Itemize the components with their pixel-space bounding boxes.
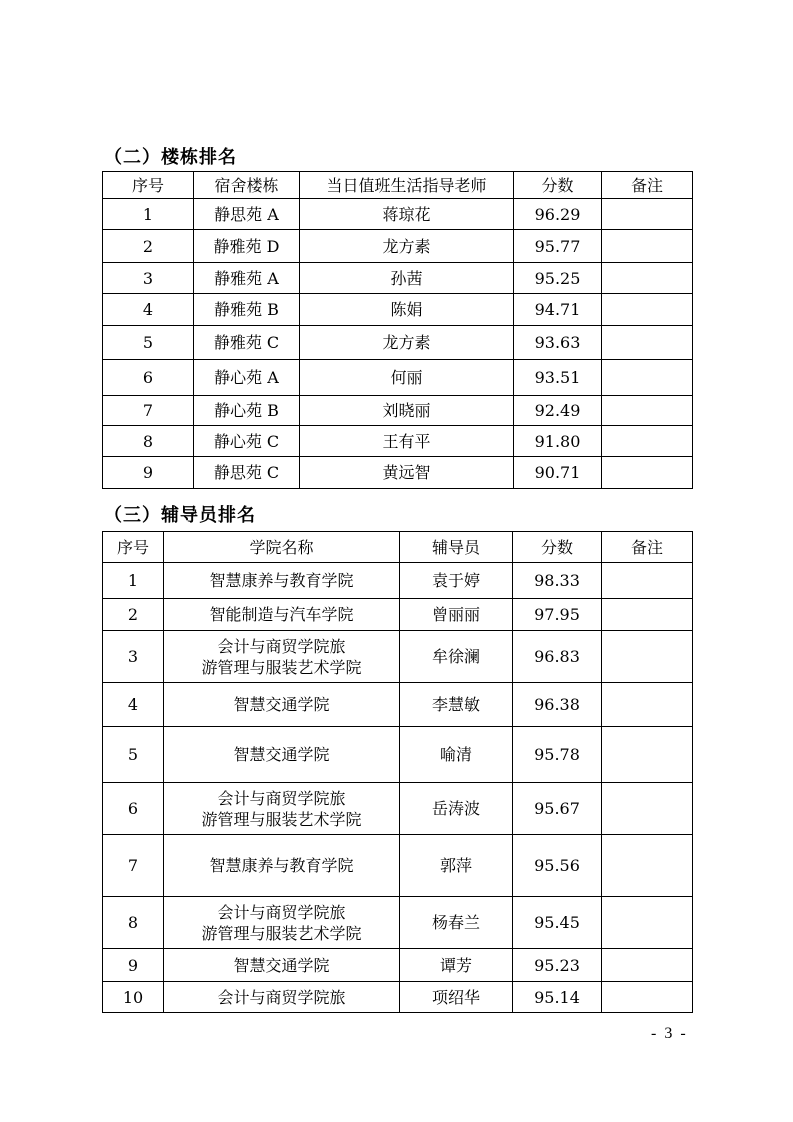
- table-cell: 90.71: [514, 457, 602, 489]
- table-cell: 会计与商贸学院旅 游管理与服装艺术学院: [164, 631, 400, 683]
- table-row: [103, 263, 693, 294]
- table-row: [103, 360, 693, 396]
- table-cell: 智慧康养与教育学院: [164, 563, 400, 599]
- table-cell: 袁于婷: [400, 563, 513, 599]
- table-header-row: [103, 532, 693, 563]
- table-cell: 94.71: [514, 294, 602, 326]
- table-cell: 智慧交通学院: [164, 949, 400, 982]
- table-cell: [602, 897, 693, 949]
- table-cell: 龙方素: [300, 230, 514, 263]
- table-row: [103, 982, 693, 1013]
- table-cell: [602, 835, 693, 897]
- table-cell: 静雅苑 C: [194, 326, 300, 360]
- header-cell: 辅导员: [400, 532, 513, 563]
- table-cell: 3: [103, 263, 194, 294]
- table-cell: [602, 199, 693, 230]
- table-row: [103, 599, 693, 631]
- counselor-ranking-table: [102, 531, 693, 1013]
- section-heading-building-ranking: （二）楼栋排名: [104, 147, 237, 168]
- table-cell: 96.29: [514, 199, 602, 230]
- table-cell: 4: [103, 294, 194, 326]
- table-cell: 静雅苑 A: [194, 263, 300, 294]
- table-cell: 智慧交通学院: [164, 727, 400, 783]
- table-cell: 3: [103, 631, 164, 683]
- table-cell: 项绍华: [400, 982, 513, 1013]
- table-cell: 92.49: [514, 396, 602, 426]
- building-ranking-table: [102, 171, 693, 489]
- table-cell: [602, 457, 693, 489]
- table-cell: 曾丽丽: [400, 599, 513, 631]
- table-cell: 会计与商贸学院旅 游管理与服装艺术学院: [164, 897, 400, 949]
- table-cell: 7: [103, 835, 164, 897]
- header-cell: 分数: [513, 532, 602, 563]
- table-cell: 杨春兰: [400, 897, 513, 949]
- table-cell: 静心苑 C: [194, 426, 300, 457]
- header-cell: 宿舍楼栋: [194, 172, 300, 199]
- table-header-row: [103, 172, 693, 199]
- table-cell: 6: [103, 360, 194, 396]
- table-row: [103, 727, 693, 783]
- table-cell: 会计与商贸学院旅: [164, 982, 400, 1013]
- table-cell: 静思苑 A: [194, 199, 300, 230]
- table-cell: 智能制造与汽车学院: [164, 599, 400, 631]
- table-cell: 96.38: [513, 683, 602, 727]
- table-cell: 蒋琼花: [300, 199, 514, 230]
- table-row: [103, 835, 693, 897]
- table-cell: 2: [103, 230, 194, 263]
- header-cell: 分数: [514, 172, 602, 199]
- table-cell: 1: [103, 199, 194, 230]
- table-cell: [602, 263, 693, 294]
- table-cell: [602, 426, 693, 457]
- table-cell: 95.56: [513, 835, 602, 897]
- table-cell: [602, 294, 693, 326]
- header-cell: 序号: [103, 532, 164, 563]
- table-cell: 何丽: [300, 360, 514, 396]
- table-cell: [602, 599, 693, 631]
- table-cell: 孙茜: [300, 263, 514, 294]
- table-cell: 静心苑 B: [194, 396, 300, 426]
- table-cell: [602, 360, 693, 396]
- table-cell: 98.33: [513, 563, 602, 599]
- table-cell: [602, 683, 693, 727]
- table-row: [103, 426, 693, 457]
- table-cell: [602, 949, 693, 982]
- table-cell: 会计与商贸学院旅 游管理与服装艺术学院: [164, 783, 400, 835]
- table-cell: 2: [103, 599, 164, 631]
- table-cell: 95.45: [513, 897, 602, 949]
- table-cell: 静心苑 A: [194, 360, 300, 396]
- table-cell: 9: [103, 457, 194, 489]
- table-cell: 9: [103, 949, 164, 982]
- table-cell: [602, 396, 693, 426]
- table-cell: 5: [103, 727, 164, 783]
- table-cell: 8: [103, 426, 194, 457]
- header-cell: 备注: [602, 532, 693, 563]
- table-cell: 王有平: [300, 426, 514, 457]
- table-row: [103, 396, 693, 426]
- table-cell: 刘晓丽: [300, 396, 514, 426]
- table-cell: [602, 783, 693, 835]
- header-cell: 当日值班生活指导老师: [300, 172, 514, 199]
- header-cell: 序号: [103, 172, 194, 199]
- table-cell: 龙方素: [300, 326, 514, 360]
- table-cell: 陈娟: [300, 294, 514, 326]
- table-cell: 4: [103, 683, 164, 727]
- table-cell: 6: [103, 783, 164, 835]
- table-cell: [602, 563, 693, 599]
- table-cell: [602, 326, 693, 360]
- table-row: [103, 683, 693, 727]
- table-row: [103, 294, 693, 326]
- table-cell: [602, 230, 693, 263]
- table-cell: 7: [103, 396, 194, 426]
- page-number: - 3 -: [651, 1025, 688, 1042]
- table-cell: 93.51: [514, 360, 602, 396]
- table-row: [103, 949, 693, 982]
- table-cell: 智慧康养与教育学院: [164, 835, 400, 897]
- table-cell: 96.83: [513, 631, 602, 683]
- table-cell: 智慧交通学院: [164, 683, 400, 727]
- table-cell: [602, 982, 693, 1013]
- table-cell: 8: [103, 897, 164, 949]
- table-row: [103, 457, 693, 489]
- table-row: [103, 230, 693, 263]
- table-cell: 黄远智: [300, 457, 514, 489]
- table-cell: 静雅苑 D: [194, 230, 300, 263]
- table-cell: 91.80: [514, 426, 602, 457]
- table-cell: 1: [103, 563, 164, 599]
- table-cell: 5: [103, 326, 194, 360]
- table-cell: 谭芳: [400, 949, 513, 982]
- table-cell: 10: [103, 982, 164, 1013]
- table-cell: 牟徐澜: [400, 631, 513, 683]
- table-cell: 97.95: [513, 599, 602, 631]
- table-row: [103, 783, 693, 835]
- table-cell: 95.23: [513, 949, 602, 982]
- table-cell: 静雅苑 B: [194, 294, 300, 326]
- table-row: [103, 897, 693, 949]
- table-cell: 李慧敏: [400, 683, 513, 727]
- table-cell: [602, 631, 693, 683]
- header-cell: 备注: [602, 172, 693, 199]
- table-cell: 95.67: [513, 783, 602, 835]
- table-cell: 岳涛波: [400, 783, 513, 835]
- header-cell: 学院名称: [164, 532, 400, 563]
- table-row: [103, 326, 693, 360]
- table-row: [103, 563, 693, 599]
- table-row: [103, 199, 693, 230]
- table-cell: 喻清: [400, 727, 513, 783]
- table-cell: 95.77: [514, 230, 602, 263]
- table-cell: 郭萍: [400, 835, 513, 897]
- table-cell: 静思苑 C: [194, 457, 300, 489]
- table-row: [103, 631, 693, 683]
- table-cell: [602, 727, 693, 783]
- table-cell: 93.63: [514, 326, 602, 360]
- table-cell: 95.78: [513, 727, 602, 783]
- section-heading-counselor-ranking: （三）辅导员排名: [104, 505, 256, 526]
- table-cell: 95.25: [514, 263, 602, 294]
- table-cell: 95.14: [513, 982, 602, 1013]
